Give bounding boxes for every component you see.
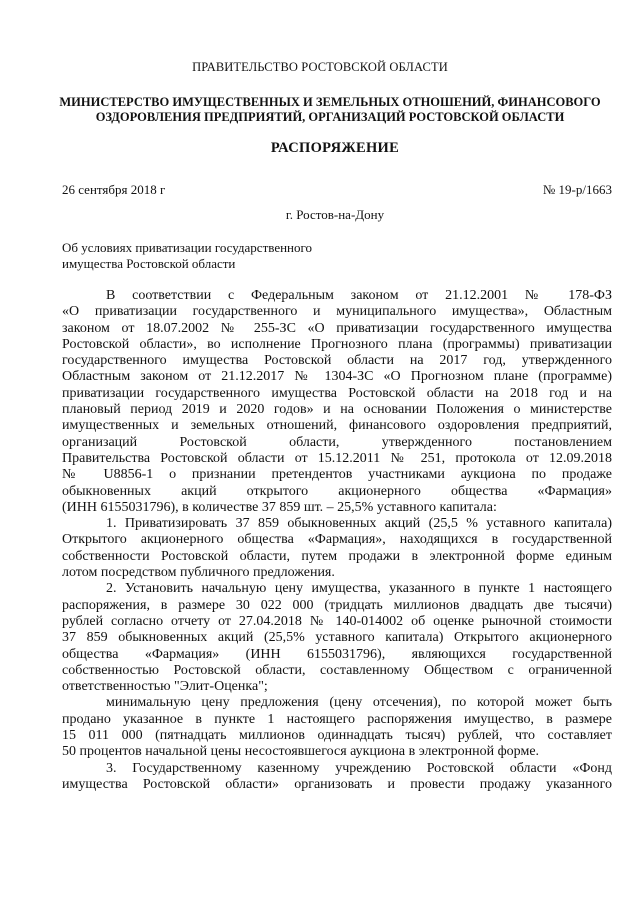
ministry-heading <box>40 95 620 125</box>
text-line: приватизации государственного имущества Ростовской области на 2018 год и на <box>62 385 612 401</box>
document-date: 26 сентября 2018 г <box>62 182 166 197</box>
document-number: № 19-р/1663 <box>542 182 612 197</box>
document-title: РАСПОРЯЖЕНИЕ <box>270 140 400 156</box>
text-line: ответственностью "Элит-Оценка"; <box>62 679 268 695</box>
text-line: рублей согласно отчету от 27.04.2018 № 140-014002 об оценке рыночной стоимости <box>62 613 612 629</box>
text-line: плановый период 2019 и 2020 годов» и на основании Положения о министерстве <box>62 402 612 418</box>
paragraph-minimum-price <box>62 695 612 760</box>
text-line: 2. Установить начальную цену имущества, указанного в пункте 1 настоящего <box>106 581 612 597</box>
document-body <box>62 288 612 793</box>
ministry-heading-line: ОЗДОРОВЛЕНИЯ ПРЕДПРИЯТИЙ, ОРГАНИЗАЦИЙ РОСТОВСКОЙ ОБЛАСТИ <box>95 110 565 124</box>
paragraph-item-2 <box>62 581 612 695</box>
text-line: Областным законом от 21.12.2017 № 1304-ЗС «О Прогнозном плане (программе) <box>62 369 612 385</box>
paragraph-preamble <box>62 288 612 516</box>
government-heading: ПРАВИТЕЛЬСТВО РОСТОВСКОЙ ОБЛАСТИ <box>192 60 448 74</box>
subject-line: Об условиях приватизации государственного <box>62 240 313 255</box>
text-line: собственности Ростовской области, путем продажи в электронной форме единым <box>62 548 612 564</box>
text-line: лотом посредством публичного предложения. <box>62 565 335 581</box>
paragraph-item-1 <box>62 516 612 581</box>
text-line: имущества Ростовской области» организовать и провести продажу указанного <box>62 776 612 792</box>
text-line: Правительства Ростовской области от 15.12.2011 № 251, протокола от 12.09.2018 <box>62 450 612 466</box>
text-line: обыкновенных акций открытого акционерного общества «Фармация» <box>62 483 612 499</box>
text-line: «О приватизации государственного и муниципального имущества», Областным <box>62 304 612 320</box>
text-line: Открытого акционерного общества «Фармация», находящихся в государственной <box>62 532 612 548</box>
text-line: № U8856-1 о признании претендентов участниками аукциона по продаже <box>62 467 612 483</box>
text-line: собственностью Ростовской области, составленному Обществом с ограниченной <box>62 662 612 678</box>
text-line: распоряжения, в размере 30 022 000 (тридцать миллионов двадцать две тысячи) <box>62 597 612 613</box>
text-line: законом от 18.07.2002 № 255-ЗС «О приватизации государственного имущества <box>62 320 612 336</box>
text-line: 37 859 обыкновенных акций (25,5% уставного капитала) Открытого акционерного <box>62 630 612 646</box>
text-line: (ИНН 6155031796), в количестве 37 859 шт. – 25,5% уставного капитала: <box>62 499 497 515</box>
text-line: 15 011 000 (пятнадцать миллионов одиннадцать тысяч) рублей, что составляет <box>62 728 612 744</box>
paragraph-item-3 <box>62 761 612 794</box>
text-line: 3. Государственному казенному учреждению Ростовской области «Фонд <box>106 760 612 776</box>
text-line: Ростовской области», во исполнение Прогнозного плана (программы) приватизации <box>62 336 612 352</box>
subject-line: имущества Ростовской области <box>62 256 236 271</box>
text-line: имущественных и земельных отношений, финансового оздоровления предприятий, <box>62 418 612 434</box>
text-line: 1. Приватизировать 37 859 обыкновенных акций (25,5 % уставного капитала) <box>106 516 612 532</box>
text-line: государственного имущества Ростовской области на 2017 год, утвержденного <box>62 353 612 369</box>
document-city: г. Ростов-на-Дону <box>285 207 385 222</box>
text-line: организаций Ростовской области, утвержденного постановлением <box>62 434 612 450</box>
ministry-heading-line: МИНИСТЕРСТВО ИМУЩЕСТВЕННЫХ И ЗЕМЕЛЬНЫХ ОТНОШЕНИЙ, ФИНАНСОВОГО <box>59 95 601 109</box>
document-subject <box>62 240 342 272</box>
text-line: В соответствии с Федеральным законом от 21.12.2001 № 178-ФЗ <box>106 288 612 303</box>
text-line: минимальную цену предложения (цену отсечения), по которой может быть <box>106 695 612 711</box>
text-line: общества «Фармация» (ИНН 6155031796), являющихся государственной <box>62 646 612 662</box>
text-line: 50 процентов начальной цены несостоявшегося аукциона в электронной форме. <box>62 744 540 760</box>
text-line: продано указанное в пункте 1 настоящего распоряжения имущество, в размере <box>62 711 612 727</box>
